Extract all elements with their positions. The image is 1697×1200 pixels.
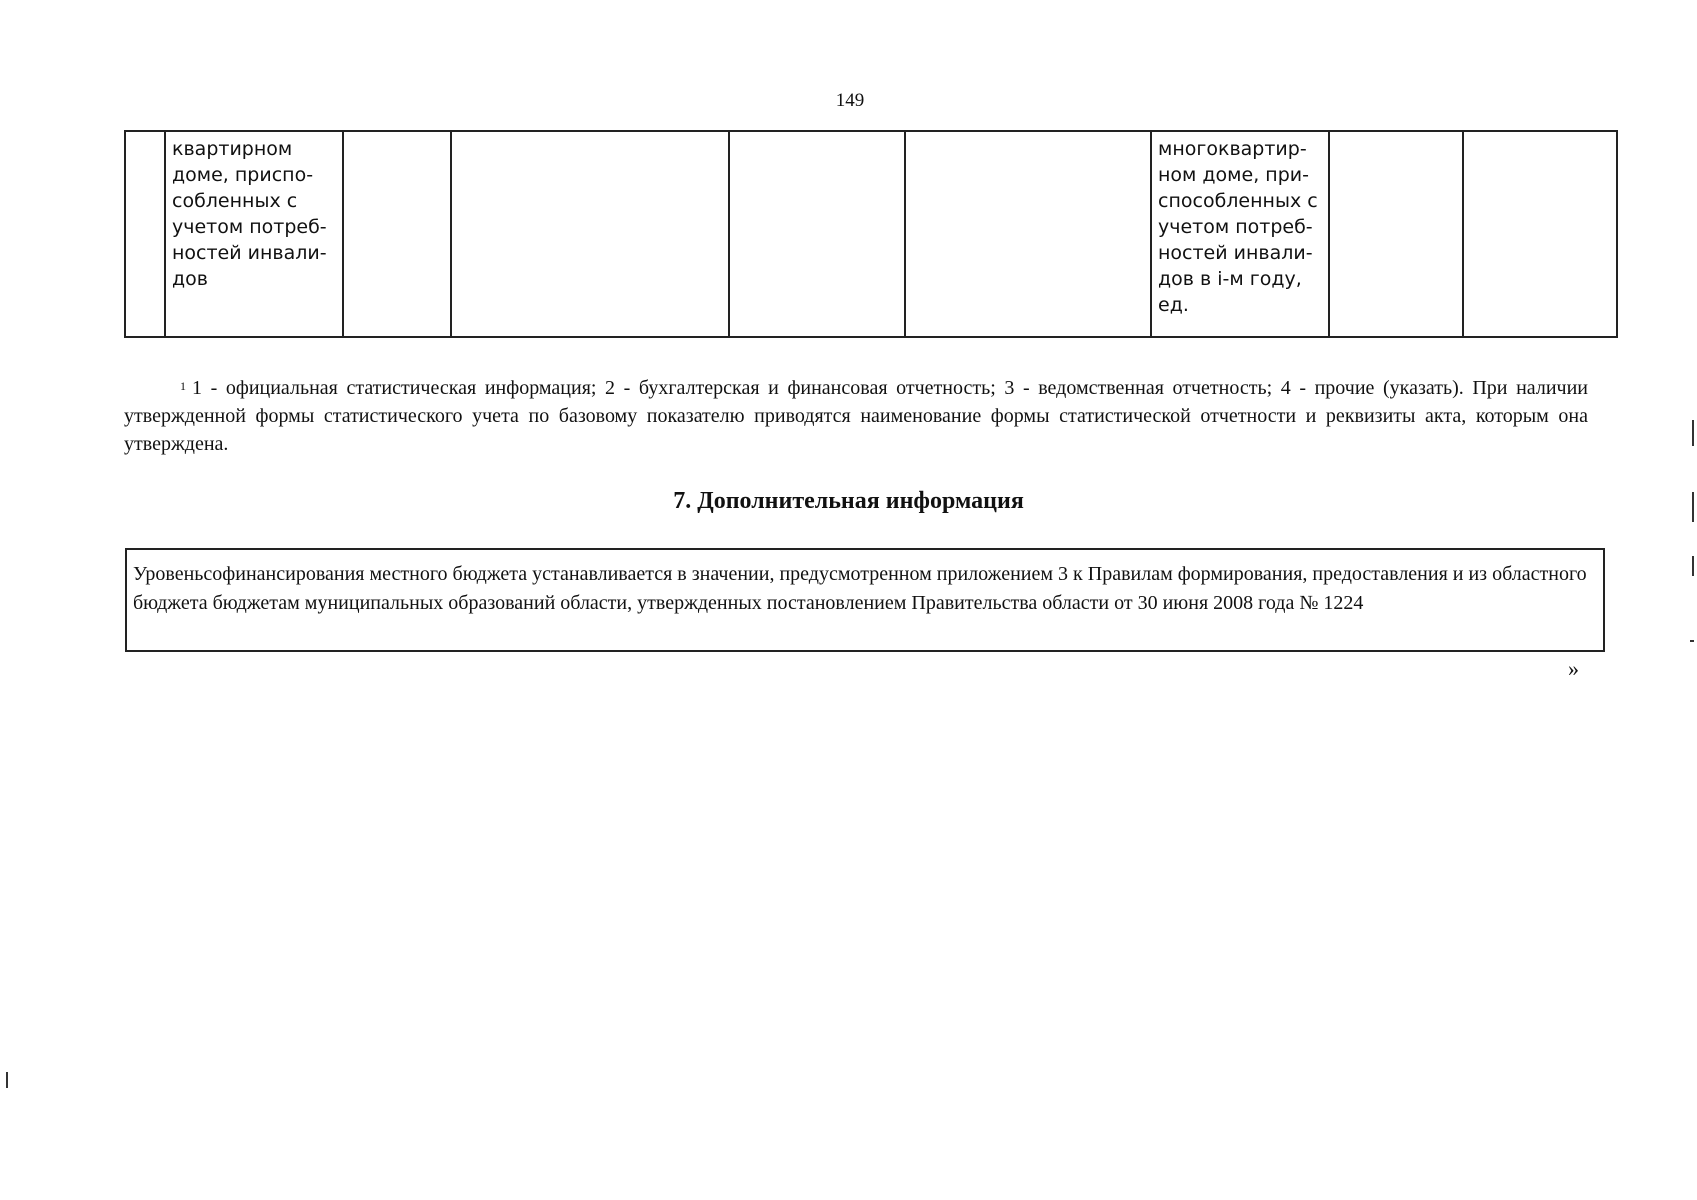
section-title: 7. Дополнительная информация <box>673 488 1024 514</box>
scan-edge-mark <box>1692 492 1694 522</box>
table-cell-empty <box>905 131 1151 337</box>
table-cell-empty <box>451 131 729 337</box>
closing-quote: » <box>1568 656 1579 681</box>
scan-edge-mark <box>1690 640 1694 642</box>
additional-info-text: Уровеньсофинансирования местного бюджета устанавливается в значении, предусмотренном приложением 3 к Правилам формирования, предоставления и из областного бюджета бюджетам муниципальных образований области, утвержденных постановлением Правительства области от 30 июня 2008 года № 1224 <box>133 563 1587 614</box>
table-cell-empty <box>125 131 165 337</box>
indicator-table <box>124 130 1618 338</box>
table-cell-empty <box>729 131 905 337</box>
table-cell-calculation-note: многоквартир-ном доме, при-способленных с учетом потреб-ностей инвали-дов в i-м году, ед. <box>1151 131 1329 337</box>
table-cell-empty <box>1463 131 1617 337</box>
table-cell-empty <box>1329 131 1463 337</box>
footnote-text: 1 - официальная статистическая информация; 2 - бухгалтерская и финансовая отчетность; 3 - ведомственная отчетность; 4 - прочие (указать). При наличии утвержденной формы статистического учета по базовому показателю приводятся наименование формы статистической отчетности и реквизиты акта, которым она утверждена. <box>124 377 1588 455</box>
footnote <box>124 374 1588 458</box>
table-cell-empty <box>343 131 451 337</box>
additional-info-box <box>125 548 1605 652</box>
scan-edge-mark <box>1692 556 1694 576</box>
table-cell-indicator-name: квартирном доме, приспо-собленных с учетом потреб-ностей инвали-дов <box>165 131 343 337</box>
footnote-marker: 1 <box>180 379 186 393</box>
scan-edge-mark <box>1692 420 1694 446</box>
table-row <box>125 131 1617 337</box>
page-number: 149 <box>835 90 865 111</box>
scan-edge-mark <box>6 1072 8 1088</box>
